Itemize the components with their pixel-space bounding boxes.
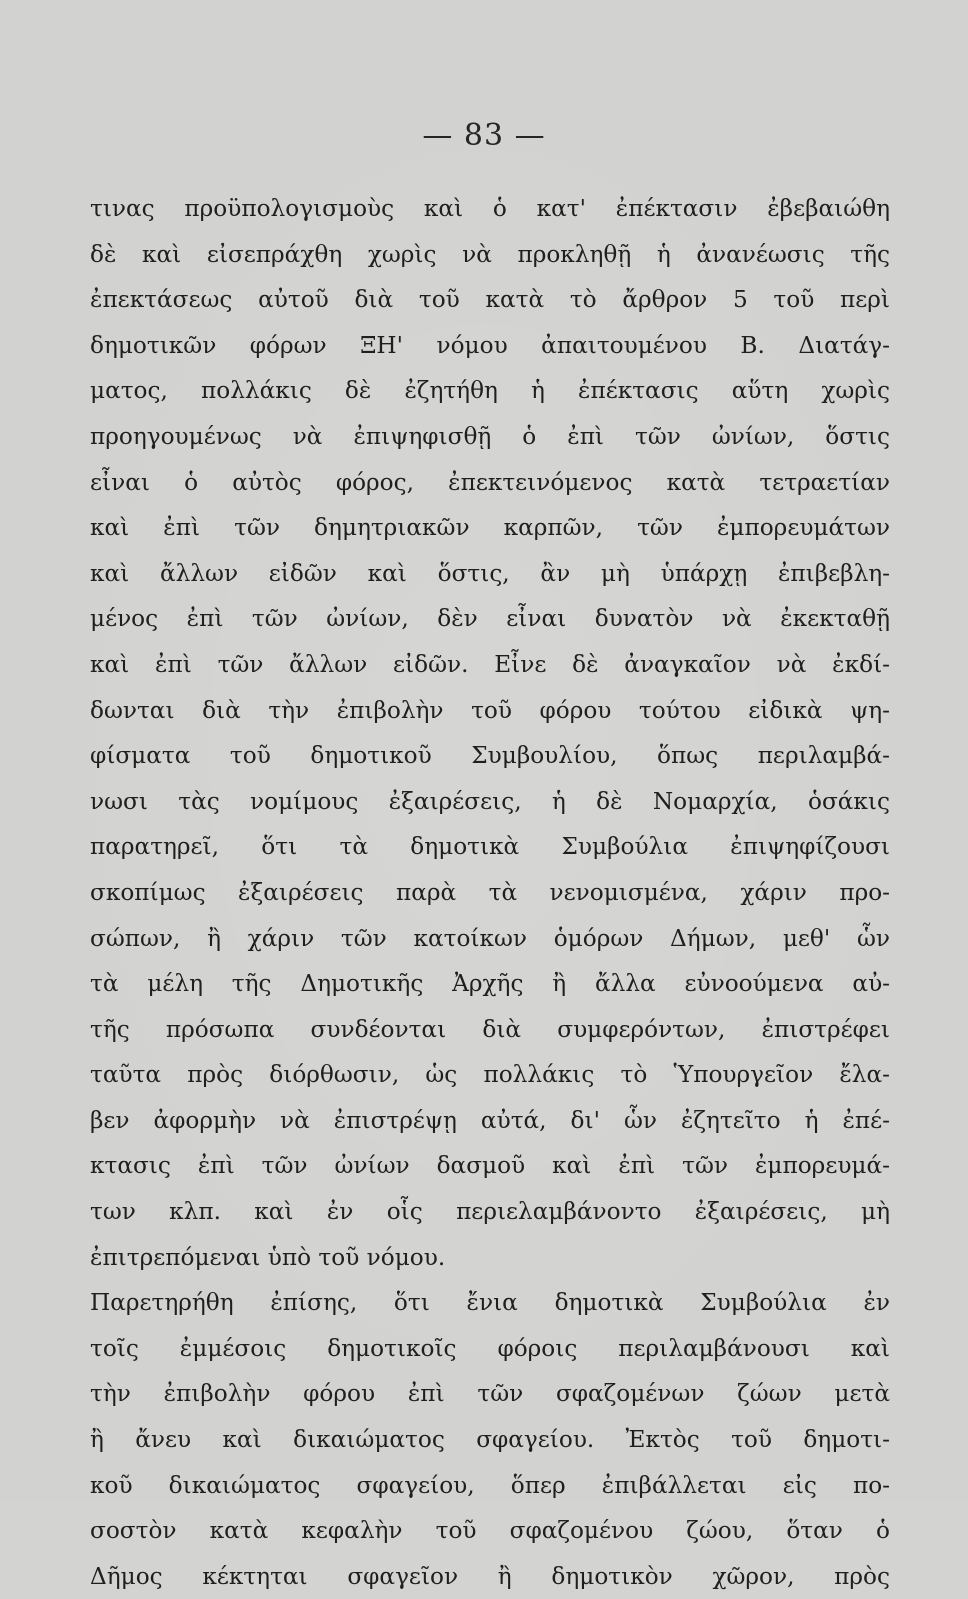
text-line: μένος ἐπὶ τῶν ὠνίων, δὲν εἶναι δυνατὸν νὰ ἐκεκταθῇ (90, 605, 890, 633)
text-line: τὴν ἐπιβολὴν φόρου ἐπὶ τῶν σφαζομένων ζώων μετὰ (90, 1380, 890, 1408)
text-line: τῆς πρόσωπα συνδέονται διὰ συμφερόντων, ἐπιστρέφει (90, 1015, 890, 1043)
text-line: σκοπίμως ἐξαιρέσεις παρὰ τὰ νενομισμένα, χάριν προ- (90, 878, 890, 906)
page-number: — 83 — (422, 118, 546, 153)
text-line: των κλπ. καὶ ἐν οἷς περιελαμβάνοντο ἐξαιρέσεις, μὴ (90, 1198, 890, 1226)
text-line: δωνται διὰ τὴν ἐπιβολὴν τοῦ φόρου τούτου εἰδικὰ ψη- (90, 696, 890, 724)
body-text (90, 186, 890, 1599)
text-line: ἢ ἄνευ καὶ δικαιώματος σφαγείου. Ἐκτὸς τοῦ δημοτι- (90, 1426, 890, 1454)
text-line: Δῆμος κέκτηται σφαγεῖον ἢ δημοτικὸν χῶρον, πρὸς (90, 1562, 890, 1590)
text-line: εἶναι ὁ αὐτὸς φόρος, ἐπεκτεινόμενος κατὰ τετραετίαν (90, 468, 890, 496)
text-line: τινας προϋπολογισμοὺς καὶ ὁ κατ' ἐπέκτασιν ἐβεβαιώθη (90, 195, 890, 222)
text-line: δὲ καὶ εἰσεπράχθη χωρὶς νὰ προκληθῇ ἡ ἀνανέωσις τῆς (90, 240, 890, 268)
text-line: ταῦτα πρὸς διόρθωσιν, ὡς πολλάκις τὸ Ὑπουργεῖον ἔλα- (90, 1061, 890, 1089)
text-line: σοστὸν κατὰ κεφαλὴν τοῦ σφαζομένου ζώου, ὅταν ὁ (90, 1517, 890, 1545)
text-line: παρατηρεῖ, ὅτι τὰ δημοτικὰ Συμβούλια ἐπιψηφίζουσι (90, 833, 890, 861)
text-line: καὶ ἄλλων εἰδῶν καὶ ὅστις, ἂν μὴ ὑπάρχῃ ἐπιβεβλη- (90, 559, 890, 587)
text-line: ἐπεκτάσεως αὐτοῦ διὰ τοῦ κατὰ τὸ ἄρθρον 5 τοῦ περὶ (90, 286, 890, 314)
text-line: φίσματα τοῦ δημοτικοῦ Συμβουλίου, ὅπως περιλαμβά- (90, 742, 890, 770)
text-line: βεν ἀφορμὴν νὰ ἐπιστρέψῃ αὐτά, δι' ὧν ἐζητεῖτο ἡ ἐπέ- (90, 1106, 890, 1134)
text-line: κτασις ἐπὶ τῶν ὠνίων δασμοῦ καὶ ἐπὶ τῶν ἐμπορευμά- (90, 1152, 890, 1180)
text-line: τὰ μέλη τῆς Δημοτικῆς Ἀρχῆς ἢ ἄλλα εὐνοούμενα αὐ- (90, 970, 890, 998)
text-line: κοῦ δικαιώματος σφαγείου, ὅπερ ἐπιβάλλεται εἰς πο- (90, 1471, 890, 1499)
text-line: Παρετηρήθη ἐπίσης, ὅτι ἔνια δημοτικὰ Συμβούλια ἐν (90, 1289, 890, 1317)
text-line: δημοτικῶν φόρων ΞΗ' νόμου ἀπαιτουμένου Β. Διατάγ- (90, 331, 890, 359)
text-line: καὶ ἐπὶ τῶν δημητριακῶν καρπῶν, τῶν ἐμπορευμάτων (90, 514, 890, 542)
text-line: καὶ ἐπὶ τῶν ἄλλων εἰδῶν. Εἶνε δὲ ἀναγκαῖον νὰ ἐκδί- (90, 650, 890, 678)
text-line: προηγουμένως νὰ ἐπιψηφισθῇ ὁ ἐπὶ τῶν ὠνίων, ὅστις (90, 422, 890, 450)
text-line: νωσι τὰς νομίμους ἐξαιρέσεις, ἡ δὲ Νομαρχία, ὁσάκις (90, 787, 890, 815)
text-line: τοῖς ἐμμέσοις δημοτικοῖς φόροις περιλαμβάνουσι καὶ (90, 1334, 890, 1362)
text-line: ἐπιτρεπόμεναι ὑπὸ τοῦ νόμου. (90, 1243, 446, 1271)
text-line: ματος, πολλάκις δὲ ἐζητήθη ἡ ἐπέκτασις αὕτη χωρὶς (90, 377, 890, 405)
text-line: σώπων, ἢ χάριν τῶν κατοίκων ὁμόρων Δήμων, μεθ' ὧν (90, 924, 890, 952)
